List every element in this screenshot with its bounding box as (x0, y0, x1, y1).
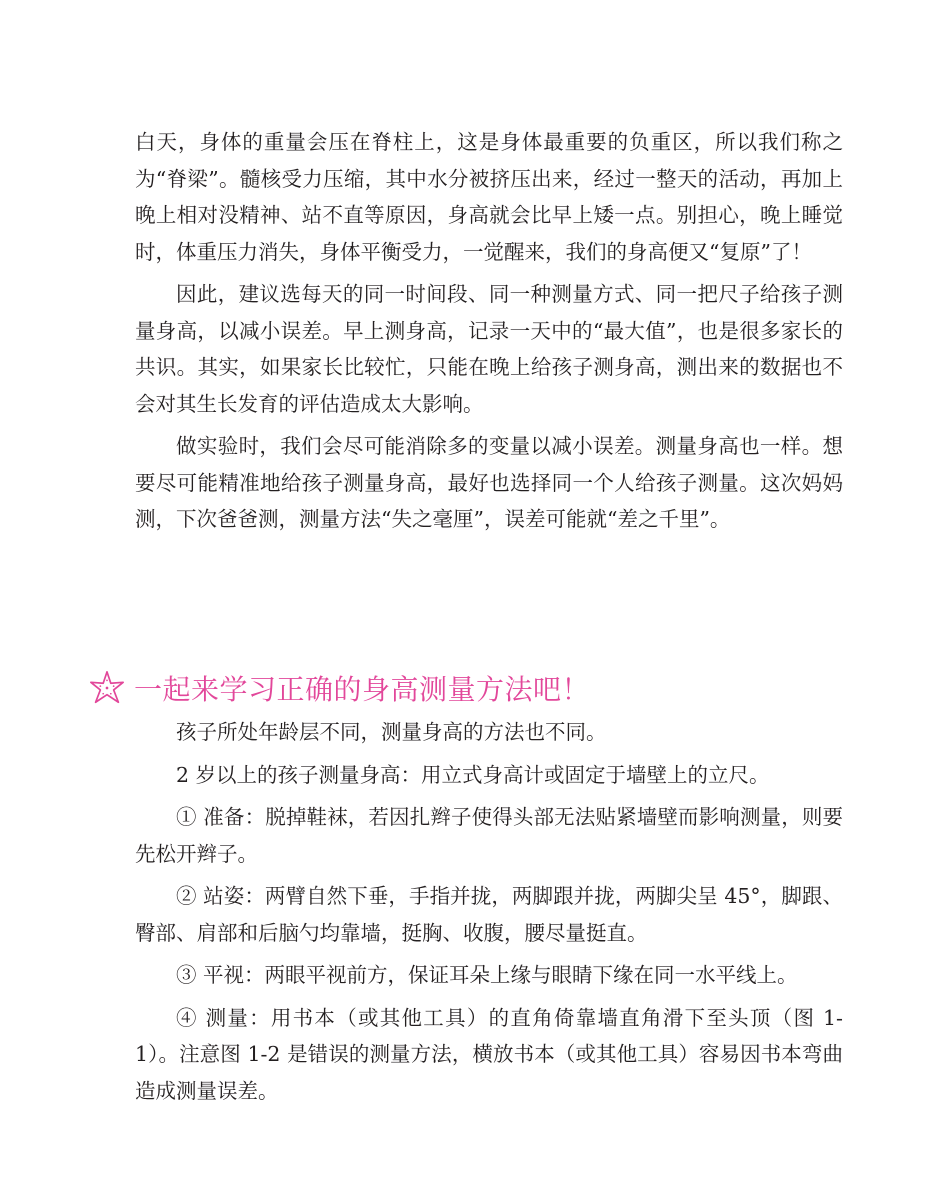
section-heading (88, 666, 590, 710)
step-posture: ② 站姿：两臂自然下垂，手指并拢，两脚跟并拢，两脚尖呈 45°，脚跟、臀部、肩部和后脑勺均靠墙，挺胸、收腹，腰尽量挺直。 (135, 884, 843, 945)
body-text-bottom (135, 714, 843, 1115)
body-text-top (135, 124, 843, 544)
paragraph-over-two: 2 岁以上的孩子测量身高：用立式身高计或固定于墙壁上的立尺。 (176, 762, 770, 787)
paragraph-age-methods: 孩子所处年龄层不同，测量身高的方法也不同。 (176, 720, 607, 744)
starfish-icon (88, 669, 126, 707)
paragraph-spine-load: 白天，身体的重量会压在脊柱上，这是身体最重要的负重区，所以我们称之为“脊梁”。髓核受力压缩，其中水分被挤压出来，经过一整天的活动，再加上晚上相对没精神、站不直等原因，身高就会比早上矮一点。别担心，晚上睡觉时，体重压力消失，身体平衡受力，一觉醒来，我们的身高便又“复原”了！ (135, 130, 843, 264)
step-prepare: ① 准备：脱掉鞋袜，若因扎辫子使得头部无法贴紧墙壁而影响测量，则要先松开辫子。 (135, 805, 843, 866)
paragraph-measure-advice: 因此，建议选每天的同一时间段、同一种测量方式、同一把尺子给孩子测量身高，以减小误差。早上测身高，记录一天中的“最大值”，也是很多家长的共识。其实，如果家长比较忙，只能在晚上给孩子测身高，测出来的数据也不会对其生长发育的评估造成太大影响。 (135, 282, 843, 416)
step-measure: ④ 测量：用书本（或其他工具）的直角倚靠墙直角滑下至头顶（图 1-1）。注意图 1-2 是错误的测量方法，横放书本（或其他工具）容易因书本弯曲造成测量误差。 (135, 1005, 843, 1103)
section-heading-text: 一起来学习正确的身高测量方法吧！ (134, 673, 591, 706)
paragraph-same-person: 做实验时，我们会尽可能消除多的变量以减小误差。测量身高也一样。想要尽可能精准地给孩子测量身高，最好也选择同一个人给孩子测量。这次妈妈测，下次爸爸测，测量方法“失之毫厘”，误差可能就“差之千里”。 (135, 434, 843, 531)
step-level-gaze: ③ 平视：两眼平视前方，保证耳朵上缘与眼睛下缘在同一水平线上。 (176, 963, 798, 987)
